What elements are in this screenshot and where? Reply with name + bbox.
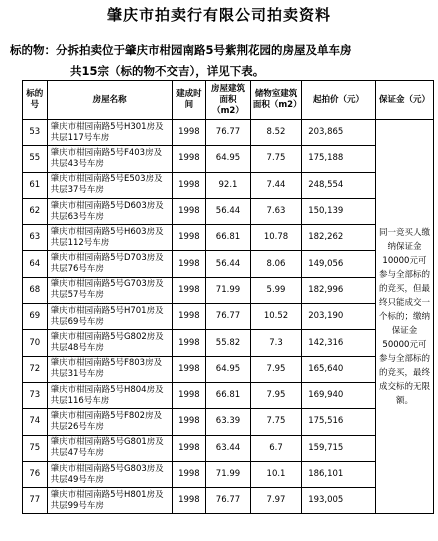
cell-price: 159,715 — [302, 435, 376, 461]
cell-lot: 76 — [23, 461, 48, 487]
cell-area: 56.44 — [206, 198, 251, 224]
cell-price: 142,316 — [302, 330, 376, 356]
table-row — [23, 251, 434, 277]
cell-price: 182,996 — [302, 277, 376, 303]
cell-price: 203,190 — [302, 304, 376, 330]
cell-year: 1998 — [172, 435, 206, 461]
cell-lot: 53 — [23, 120, 48, 146]
cell-lot: 73 — [23, 382, 48, 408]
subject-description — [10, 40, 434, 82]
cell-name: 肇庆市柑园南路5号H804房及共层116号车房 — [47, 382, 172, 408]
cell-year: 1998 — [172, 120, 206, 146]
cell-area: 66.81 — [206, 382, 251, 408]
cell-price: 193,005 — [302, 488, 376, 514]
table-row — [23, 120, 434, 146]
cell-garage-area: 10.52 — [250, 304, 301, 330]
table-row — [23, 488, 434, 514]
table-body — [23, 120, 434, 514]
cell-name: 肇庆市柑园南路5号G803房及共层49号车房 — [47, 461, 172, 487]
header-deposit: 保证金（元） — [375, 81, 433, 120]
cell-area: 71.99 — [206, 461, 251, 487]
table-row — [23, 356, 434, 382]
cell-year: 1998 — [172, 356, 206, 382]
cell-lot: 69 — [23, 304, 48, 330]
cell-area: 66.81 — [206, 225, 251, 251]
subject-line-1: 标的物：分拆拍卖位于肇庆市柑园南路5号紫荆花园的房屋及单车房 — [10, 43, 352, 57]
cell-year: 1998 — [172, 277, 206, 303]
cell-garage-area: 10.1 — [250, 461, 301, 487]
cell-lot: 61 — [23, 172, 48, 198]
auction-table — [22, 80, 434, 514]
table-row — [23, 198, 434, 224]
cell-price: 175,516 — [302, 409, 376, 435]
cell-garage-area: 7.44 — [250, 172, 301, 198]
cell-year: 1998 — [172, 304, 206, 330]
cell-garage-area: 10.78 — [250, 225, 301, 251]
cell-name: 肇庆市柑园南路5号G801房及共层47号车房 — [47, 435, 172, 461]
cell-garage-area: 7.75 — [250, 409, 301, 435]
cell-price: 186,101 — [302, 461, 376, 487]
cell-garage-area: 8.52 — [250, 120, 301, 146]
cell-year: 1998 — [172, 488, 206, 514]
cell-year: 1998 — [172, 172, 206, 198]
page-title: 肇庆市拍卖行有限公司拍卖资料 — [106, 6, 331, 24]
cell-area: 76.77 — [206, 488, 251, 514]
cell-lot: 68 — [23, 277, 48, 303]
cell-lot: 77 — [23, 488, 48, 514]
cell-name: 肇庆市柑园南路5号F403房及共层43号车房 — [47, 146, 172, 172]
cell-area: 71.99 — [206, 277, 251, 303]
cell-lot: 72 — [23, 356, 48, 382]
cell-year: 1998 — [172, 225, 206, 251]
cell-lot: 63 — [23, 225, 48, 251]
header-name: 房屋名称 — [47, 81, 172, 120]
cell-area: 92.1 — [206, 172, 251, 198]
cell-name: 肇庆市柑园南路5号G703房及共层57号车房 — [47, 277, 172, 303]
cell-name: 肇庆市柑园南路5号D603房及共层63号车房 — [47, 198, 172, 224]
cell-garage-area: 7.95 — [250, 382, 301, 408]
cell-area: 63.39 — [206, 409, 251, 435]
subject-line-2: 共15宗（标的物不交吉），详见下表。 — [70, 64, 265, 78]
cell-price: 203,865 — [302, 120, 376, 146]
cell-garage-area: 8.06 — [250, 251, 301, 277]
cell-name: 肇庆市柑园南路5号H603房及共层112号车房 — [47, 225, 172, 251]
cell-price: 182,262 — [302, 225, 376, 251]
table-row — [23, 225, 434, 251]
table-row — [23, 461, 434, 487]
cell-area: 55.82 — [206, 330, 251, 356]
cell-price: 248,554 — [302, 172, 376, 198]
cell-year: 1998 — [172, 461, 206, 487]
cell-garage-area: 7.63 — [250, 198, 301, 224]
cell-area: 64.95 — [206, 356, 251, 382]
cell-garage-area: 7.75 — [250, 146, 301, 172]
cell-name: 肇庆市柑园南路5号D703房及共层76号车房 — [47, 251, 172, 277]
cell-year: 1998 — [172, 382, 206, 408]
cell-lot: 62 — [23, 198, 48, 224]
header-year: 建成时间 — [172, 81, 206, 120]
table-row — [23, 435, 434, 461]
table-row — [23, 382, 434, 408]
table-header-row — [23, 81, 434, 120]
cell-price: 149,056 — [302, 251, 376, 277]
cell-area: 76.77 — [206, 304, 251, 330]
cell-garage-area: 7.3 — [250, 330, 301, 356]
deposit-note: 同一竞买人缴纳保证金10000元可参与全部标的的竞买，但最终只能成交一个标的；缴纳保证金50000元可参与全部标的的竞买，最终成交标的无限额。 — [375, 120, 433, 514]
cell-area: 64.95 — [206, 146, 251, 172]
table-row — [23, 330, 434, 356]
cell-garage-area: 7.95 — [250, 356, 301, 382]
table-row — [23, 304, 434, 330]
table-row — [23, 277, 434, 303]
cell-price: 169,940 — [302, 382, 376, 408]
cell-name: 肇庆市柑园南路5号H701房及共层69号车房 — [47, 304, 172, 330]
cell-lot: 55 — [23, 146, 48, 172]
cell-name: 肇庆市柑园南路5号F803房及共层31号车房 — [47, 356, 172, 382]
cell-year: 1998 — [172, 409, 206, 435]
cell-name: 肇庆市柑园南路5号F802房及共层26号车房 — [47, 409, 172, 435]
cell-garage-area: 6.7 — [250, 435, 301, 461]
cell-lot: 75 — [23, 435, 48, 461]
cell-price: 165,640 — [302, 356, 376, 382]
cell-area: 63.44 — [206, 435, 251, 461]
cell-year: 1998 — [172, 146, 206, 172]
cell-area: 76.77 — [206, 120, 251, 146]
cell-name: 肇庆市柑园南路5号H801房及共层99号车房 — [47, 488, 172, 514]
cell-lot: 70 — [23, 330, 48, 356]
header-garage-area: 储物室建筑面积（m2） — [250, 81, 301, 120]
cell-garage-area: 7.97 — [250, 488, 301, 514]
cell-lot: 64 — [23, 251, 48, 277]
cell-name: 肇庆市柑园南路5号G802房及共层48号车房 — [47, 330, 172, 356]
cell-year: 1998 — [172, 330, 206, 356]
cell-name: 肇庆市柑园南路5号E503房及共层37号车房 — [47, 172, 172, 198]
cell-garage-area: 5.99 — [250, 277, 301, 303]
cell-lot: 74 — [23, 409, 48, 435]
header-price: 起拍价（元） — [302, 81, 376, 120]
table-row — [23, 146, 434, 172]
cell-year: 1998 — [172, 198, 206, 224]
cell-price: 150,139 — [302, 198, 376, 224]
cell-year: 1998 — [172, 251, 206, 277]
cell-price: 175,188 — [302, 146, 376, 172]
table-row — [23, 172, 434, 198]
header-area: 房屋建筑面积（m2） — [206, 81, 251, 120]
cell-name: 肇庆市柑园南路5号H301房及共层117号车房 — [47, 120, 172, 146]
cell-area: 56.44 — [206, 251, 251, 277]
header-lot: 标的号 — [23, 81, 48, 120]
table-row — [23, 409, 434, 435]
